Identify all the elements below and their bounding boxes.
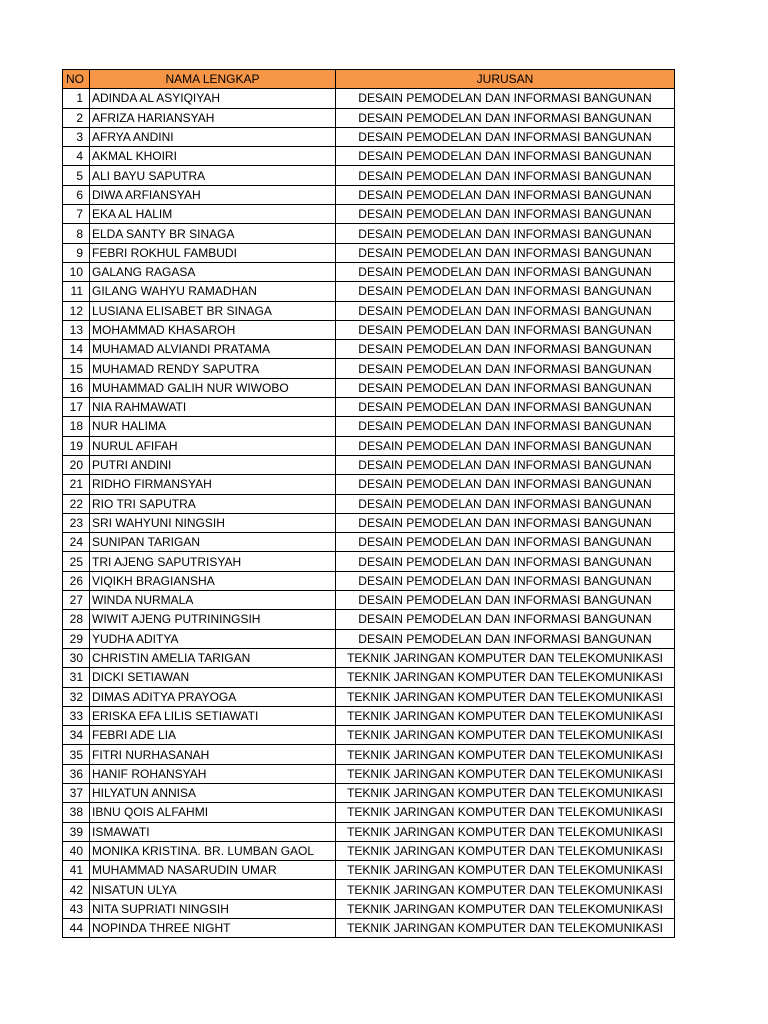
table-row	[63, 166, 675, 185]
row-nama: FEBRI ROKHUL FAMBUDI	[90, 243, 336, 262]
row-jurusan: DESAIN PEMODELAN DAN INFORMASI BANGUNAN	[336, 185, 675, 204]
table-row	[63, 513, 675, 532]
row-nama: TRI AJENG SAPUTRISYAH	[90, 552, 336, 571]
row-no: 2	[63, 108, 90, 127]
row-nama: DICKI SETIAWAN	[90, 668, 336, 687]
header-row	[63, 70, 675, 89]
row-nama: VIQIKH BRAGIANSHA	[90, 571, 336, 590]
row-no: 6	[63, 185, 90, 204]
row-nama: ERISKA EFA LILIS SETIAWATI	[90, 706, 336, 725]
row-nama: RIO TRI SAPUTRA	[90, 494, 336, 513]
table-row	[63, 629, 675, 648]
header-jurusan: JURUSAN	[336, 70, 675, 89]
row-jurusan: DESAIN PEMODELAN DAN INFORMASI BANGUNAN	[336, 127, 675, 146]
row-jurusan: DESAIN PEMODELAN DAN INFORMASI BANGUNAN	[336, 436, 675, 455]
row-nama: GALANG RAGASA	[90, 262, 336, 281]
row-jurusan: TEKNIK JARINGAN KOMPUTER DAN TELEKOMUNIKASI	[336, 687, 675, 706]
row-jurusan: TEKNIK JARINGAN KOMPUTER DAN TELEKOMUNIKASI	[336, 706, 675, 725]
row-jurusan: DESAIN PEMODELAN DAN INFORMASI BANGUNAN	[336, 475, 675, 494]
table-row	[63, 668, 675, 687]
row-no: 36	[63, 764, 90, 783]
table-row	[63, 301, 675, 320]
table-row	[63, 108, 675, 127]
row-no: 23	[63, 513, 90, 532]
table-row	[63, 687, 675, 706]
row-jurusan: DESAIN PEMODELAN DAN INFORMASI BANGUNAN	[336, 417, 675, 436]
row-jurusan: DESAIN PEMODELAN DAN INFORMASI BANGUNAN	[336, 243, 675, 262]
row-no: 33	[63, 706, 90, 725]
row-no: 40	[63, 841, 90, 860]
row-no: 20	[63, 455, 90, 474]
row-nama: DIMAS ADITYA PRAYOGA	[90, 687, 336, 706]
row-jurusan: DESAIN PEMODELAN DAN INFORMASI BANGUNAN	[336, 224, 675, 243]
row-no: 31	[63, 668, 90, 687]
row-no: 30	[63, 648, 90, 667]
row-no: 29	[63, 629, 90, 648]
row-nama: SUNIPAN TARIGAN	[90, 533, 336, 552]
row-no: 35	[63, 745, 90, 764]
table-row	[63, 205, 675, 224]
row-no: 27	[63, 591, 90, 610]
row-jurusan: DESAIN PEMODELAN DAN INFORMASI BANGUNAN	[336, 262, 675, 281]
row-jurusan: DESAIN PEMODELAN DAN INFORMASI BANGUNAN	[336, 533, 675, 552]
row-nama: MUHAMMAD NASARUDIN UMAR	[90, 861, 336, 880]
row-nama: ELDA SANTY BR SINAGA	[90, 224, 336, 243]
table-row	[63, 533, 675, 552]
table-row	[63, 282, 675, 301]
row-nama: NOPINDA THREE NIGHT	[90, 919, 336, 938]
table-row	[63, 764, 675, 783]
table-row	[63, 359, 675, 378]
row-nama: ISMAWATI	[90, 822, 336, 841]
table-row	[63, 455, 675, 474]
table-row	[63, 147, 675, 166]
row-no: 15	[63, 359, 90, 378]
row-nama: NITA SUPRIATI NINGSIH	[90, 899, 336, 918]
row-nama: ALI BAYU SAPUTRA	[90, 166, 336, 185]
row-nama: MUHAMAD ALVIANDI PRATAMA	[90, 340, 336, 359]
row-jurusan: TEKNIK JARINGAN KOMPUTER DAN TELEKOMUNIKASI	[336, 745, 675, 764]
row-jurusan: DESAIN PEMODELAN DAN INFORMASI BANGUNAN	[336, 629, 675, 648]
row-jurusan: TEKNIK JARINGAN KOMPUTER DAN TELEKOMUNIKASI	[336, 648, 675, 667]
table-row	[63, 398, 675, 417]
row-no: 19	[63, 436, 90, 455]
row-jurusan: TEKNIK JARINGAN KOMPUTER DAN TELEKOMUNIKASI	[336, 783, 675, 802]
row-jurusan: DESAIN PEMODELAN DAN INFORMASI BANGUNAN	[336, 301, 675, 320]
row-no: 13	[63, 320, 90, 339]
row-no: 42	[63, 880, 90, 899]
row-no: 24	[63, 533, 90, 552]
header-no: NO	[63, 70, 90, 89]
row-no: 16	[63, 378, 90, 397]
row-jurusan: DESAIN PEMODELAN DAN INFORMASI BANGUNAN	[336, 282, 675, 301]
row-nama: RIDHO FIRMANSYAH	[90, 475, 336, 494]
row-no: 12	[63, 301, 90, 320]
table-row	[63, 648, 675, 667]
row-no: 41	[63, 861, 90, 880]
row-jurusan: TEKNIK JARINGAN KOMPUTER DAN TELEKOMUNIKASI	[336, 919, 675, 938]
row-no: 11	[63, 282, 90, 301]
row-nama: ADINDA AL ASYIQIYAH	[90, 89, 336, 108]
student-table	[62, 69, 675, 938]
row-jurusan: DESAIN PEMODELAN DAN INFORMASI BANGUNAN	[336, 89, 675, 108]
row-no: 8	[63, 224, 90, 243]
table-row	[63, 745, 675, 764]
row-nama: FITRI NURHASANAH	[90, 745, 336, 764]
table-row	[63, 822, 675, 841]
row-jurusan: DESAIN PEMODELAN DAN INFORMASI BANGUNAN	[336, 205, 675, 224]
row-nama: EKA AL HALIM	[90, 205, 336, 224]
row-nama: AKMAL KHOIRI	[90, 147, 336, 166]
row-jurusan: DESAIN PEMODELAN DAN INFORMASI BANGUNAN	[336, 494, 675, 513]
row-no: 22	[63, 494, 90, 513]
row-no: 39	[63, 822, 90, 841]
table-row	[63, 243, 675, 262]
row-nama: LUSIANA ELISABET BR SINAGA	[90, 301, 336, 320]
table-row	[63, 706, 675, 725]
row-jurusan: TEKNIK JARINGAN KOMPUTER DAN TELEKOMUNIKASI	[336, 880, 675, 899]
row-no: 7	[63, 205, 90, 224]
row-no: 3	[63, 127, 90, 146]
row-jurusan: DESAIN PEMODELAN DAN INFORMASI BANGUNAN	[336, 108, 675, 127]
row-no: 21	[63, 475, 90, 494]
row-jurusan: DESAIN PEMODELAN DAN INFORMASI BANGUNAN	[336, 166, 675, 185]
row-jurusan: TEKNIK JARINGAN KOMPUTER DAN TELEKOMUNIKASI	[336, 861, 675, 880]
row-no: 26	[63, 571, 90, 590]
row-nama: FEBRI ADE LIA	[90, 726, 336, 745]
row-jurusan: DESAIN PEMODELAN DAN INFORMASI BANGUNAN	[336, 378, 675, 397]
table-row	[63, 185, 675, 204]
header-nama: NAMA LENGKAP	[90, 70, 336, 89]
row-jurusan: DESAIN PEMODELAN DAN INFORMASI BANGUNAN	[336, 552, 675, 571]
table-row	[63, 552, 675, 571]
row-nama: MUHAMAD RENDY SAPUTRA	[90, 359, 336, 378]
row-jurusan: TEKNIK JARINGAN KOMPUTER DAN TELEKOMUNIKASI	[336, 841, 675, 860]
table-row	[63, 841, 675, 860]
row-jurusan: TEKNIK JARINGAN KOMPUTER DAN TELEKOMUNIKASI	[336, 764, 675, 783]
row-no: 32	[63, 687, 90, 706]
table-row	[63, 880, 675, 899]
table-body	[63, 89, 675, 938]
row-nama: NUR HALIMA	[90, 417, 336, 436]
row-jurusan: TEKNIK JARINGAN KOMPUTER DAN TELEKOMUNIKASI	[336, 899, 675, 918]
row-jurusan: DESAIN PEMODELAN DAN INFORMASI BANGUNAN	[336, 591, 675, 610]
row-no: 18	[63, 417, 90, 436]
row-nama: IBNU QOIS ALFAHMI	[90, 803, 336, 822]
table-row	[63, 475, 675, 494]
row-jurusan: DESAIN PEMODELAN DAN INFORMASI BANGUNAN	[336, 513, 675, 532]
row-nama: WINDA NURMALA	[90, 591, 336, 610]
row-nama: MUHAMMAD GALIH NUR WIWOBO	[90, 378, 336, 397]
row-no: 34	[63, 726, 90, 745]
row-no: 43	[63, 899, 90, 918]
table-row	[63, 262, 675, 281]
row-jurusan: TEKNIK JARINGAN KOMPUTER DAN TELEKOMUNIKASI	[336, 668, 675, 687]
table-row	[63, 127, 675, 146]
row-nama: MONIKA KRISTINA. BR. LUMBAN GAOL	[90, 841, 336, 860]
row-no: 4	[63, 147, 90, 166]
table-row	[63, 494, 675, 513]
table-row	[63, 378, 675, 397]
row-nama: NIA RAHMAWATI	[90, 398, 336, 417]
row-no: 28	[63, 610, 90, 629]
row-jurusan: DESAIN PEMODELAN DAN INFORMASI BANGUNAN	[336, 455, 675, 474]
row-nama: DIWA ARFIANSYAH	[90, 185, 336, 204]
row-jurusan: DESAIN PEMODELAN DAN INFORMASI BANGUNAN	[336, 610, 675, 629]
table-row	[63, 861, 675, 880]
row-no: 10	[63, 262, 90, 281]
row-jurusan: DESAIN PEMODELAN DAN INFORMASI BANGUNAN	[336, 398, 675, 417]
row-nama: NISATUN ULYA	[90, 880, 336, 899]
row-jurusan: DESAIN PEMODELAN DAN INFORMASI BANGUNAN	[336, 340, 675, 359]
table-row	[63, 436, 675, 455]
row-no: 25	[63, 552, 90, 571]
table-row	[63, 610, 675, 629]
row-jurusan: DESAIN PEMODELAN DAN INFORMASI BANGUNAN	[336, 571, 675, 590]
row-no: 14	[63, 340, 90, 359]
row-jurusan: DESAIN PEMODELAN DAN INFORMASI BANGUNAN	[336, 320, 675, 339]
table-row	[63, 899, 675, 918]
row-nama: GILANG WAHYU RAMADHAN	[90, 282, 336, 301]
row-nama: MOHAMMAD KHASAROH	[90, 320, 336, 339]
row-jurusan: DESAIN PEMODELAN DAN INFORMASI BANGUNAN	[336, 359, 675, 378]
table-row	[63, 89, 675, 108]
row-nama: YUDHA ADITYA	[90, 629, 336, 648]
row-no: 5	[63, 166, 90, 185]
row-nama: AFRYA ANDINI	[90, 127, 336, 146]
table-row	[63, 726, 675, 745]
table-row	[63, 320, 675, 339]
row-no: 44	[63, 919, 90, 938]
table-row	[63, 571, 675, 590]
row-jurusan: TEKNIK JARINGAN KOMPUTER DAN TELEKOMUNIKASI	[336, 822, 675, 841]
row-nama: CHRISTIN AMELIA TARIGAN	[90, 648, 336, 667]
row-jurusan: DESAIN PEMODELAN DAN INFORMASI BANGUNAN	[336, 147, 675, 166]
table-row	[63, 919, 675, 938]
table-row	[63, 224, 675, 243]
row-jurusan: TEKNIK JARINGAN KOMPUTER DAN TELEKOMUNIKASI	[336, 803, 675, 822]
table-row	[63, 417, 675, 436]
row-nama: HANIF ROHANSYAH	[90, 764, 336, 783]
row-jurusan: TEKNIK JARINGAN KOMPUTER DAN TELEKOMUNIKASI	[336, 726, 675, 745]
row-nama: WIWIT AJENG PUTRININGSIH	[90, 610, 336, 629]
table-row	[63, 803, 675, 822]
table-row	[63, 591, 675, 610]
row-nama: SRI WAHYUNI NINGSIH	[90, 513, 336, 532]
row-no: 1	[63, 89, 90, 108]
table-row	[63, 340, 675, 359]
row-no: 37	[63, 783, 90, 802]
row-no: 38	[63, 803, 90, 822]
row-nama: AFRIZA HARIANSYAH	[90, 108, 336, 127]
row-nama: NURUL AFIFAH	[90, 436, 336, 455]
row-nama: HILYATUN ANNISA	[90, 783, 336, 802]
row-no: 9	[63, 243, 90, 262]
row-no: 17	[63, 398, 90, 417]
table-row	[63, 783, 675, 802]
row-nama: PUTRI ANDINI	[90, 455, 336, 474]
